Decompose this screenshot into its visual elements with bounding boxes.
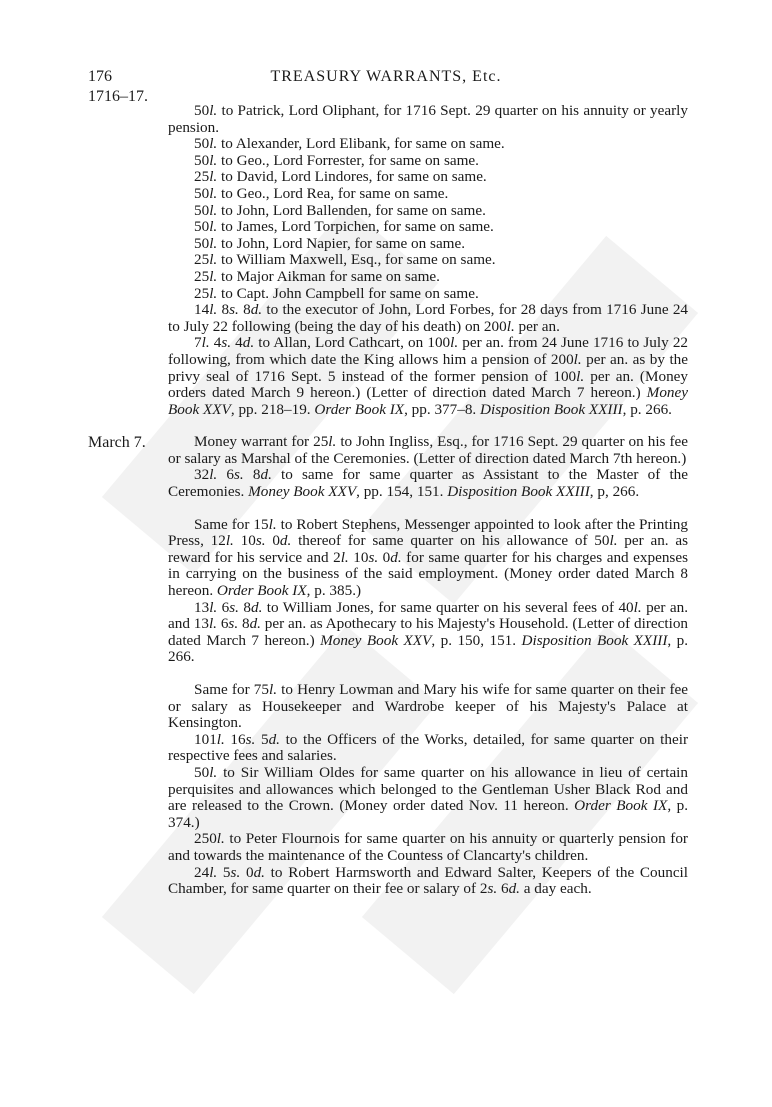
entry-paragraph: 250l. to Peter Flournois for same quarter on his annuity or quarterly pension for and towards the maintenance of the Countess of Clancarty's children. [168, 830, 688, 864]
entry-paragraph: 7l. 4s. 4d. to Allan, Lord Cathcart, on 100l. per an. from 24 June 1716 to July 22 following, from which date the King allows him a pension of 200l. per an. as by the privy seal of 1716 Sept. 5 instead of the former pension of 100l. per an. (Money orders dated March 9 hereon.) (Letter of direction dated March 7 hereon.) Money Book XXV, pp. 218–19. Order Book IX, pp. 377–8. Disposition Book XXIII, p. 266. [168, 334, 689, 418]
entry-paragraph: Same for 15l. to Robert Stephens, Messenger appointed to look after the Printing Press, 12l. 10s. 0d. thereof for same quarter on his allowance of 50l. per an. as reward for his service and 2l. 10s. 0d. for same quarter for his charges and expenses in carrying on the business of the said employment. (Money order dated March 8 hereon. Order Book IX, p. 385.) [168, 515, 689, 600]
section-gap [168, 418, 688, 434]
running-title: TREASURY WARRANTS, Etc. [270, 68, 502, 85]
page-number: 176 [88, 68, 112, 85]
section-gap [168, 666, 688, 682]
entry-paragraph: 24l. 5s. 0d. to Robert Harmsworth and Edward Salter, Keepers of the Council Chamber, for same quarter on their fee or salary of 2s. 6d. a day each. [168, 863, 688, 898]
entry-paragraph: 50l. to John, Lord Napier, for same on same. [194, 234, 466, 252]
entry-paragraph: 50l. to Patrick, Lord Oliphant, for 1716 Sept. 29 quarter on his annuity or yearly pension. [168, 102, 688, 136]
entry-paragraph: 25l. to Major Aikman for same on same. [194, 267, 440, 285]
entry-paragraph: 13l. 6s. 8d. to William Jones, for same quarter on his several fees of 40l. per an. and 13l. 6s. 8d. per an. as Apothecary to his Majesty's Household. (Letter of direction dated March 7 hereon.) Money Book XXV, p. 150, 151. Disposition Book XXIII, p. 266. [168, 598, 689, 666]
margin-year: 1716–17. [88, 88, 148, 105]
entry-paragraph: 50l. to John, Lord Ballenden, for same on same. [194, 201, 486, 219]
entry-paragraph: 50l. to Sir William Oldes for same quarter on his allowance in lieu of certain perquisites and allowances which belonged to the Gentleman Usher Black Rod and are released to the Crown. (Money order dated Nov. 11 hereon. Order Book IX, p. 374.) [168, 763, 689, 831]
margin-date: March 7. [88, 434, 146, 451]
entry-paragraph: Money warrant for 25l. to John Ingliss, Esq., for 1716 Sept. 29 quarter on his fee or salary as Marshal of the Ceremonies. (Letter of direction dated March 7th hereon.) [168, 433, 688, 467]
entry-paragraph: 101l. 16s. 5d. to the Officers of the Works, detailed, for same quarter on their respective fees and salaries. [168, 730, 689, 765]
document-body [168, 103, 688, 898]
entry-paragraph: 50l. to Geo., Lord Rea, for same on same. [194, 184, 449, 202]
entry-paragraph: 32l. 6s. 8d. to same for same quarter as Assistant to the Master of the Ceremonies. Money Book XXV, pp. 154, 151. Disposition Book XXIII, p, 266. [168, 466, 689, 501]
entry-paragraph: 50l. to Geo., Lord Forrester, for same on same. [194, 151, 479, 169]
entry-paragraph: 14l. 8s. 8d. to the executor of John, Lord Forbes, for 28 days from 1716 June 24 to July 22 following (being the day of his death) on 200l. per an. [168, 301, 689, 335]
entry-paragraph: 50l. to Alexander, Lord Elibank, for same on same. [194, 135, 505, 153]
entry-paragraph: 25l. to William Maxwell, Esq., for same on same. [194, 251, 496, 269]
entry-paragraph: 50l. to James, Lord Torpichen, for same on same. [194, 218, 494, 236]
entry-paragraph: 25l. to David, Lord Lindores, for same on same. [194, 168, 487, 186]
entry-paragraph: 25l. to Capt. John Campbell for same on same. [194, 284, 479, 302]
entry-paragraph: Same for 75l. to Henry Lowman and Mary his wife for same quarter on their fee or salary as Housekeeper and Wardrobe keeper of his Majesty's Palace at Kensington. [168, 681, 689, 732]
section-gap [168, 501, 688, 517]
